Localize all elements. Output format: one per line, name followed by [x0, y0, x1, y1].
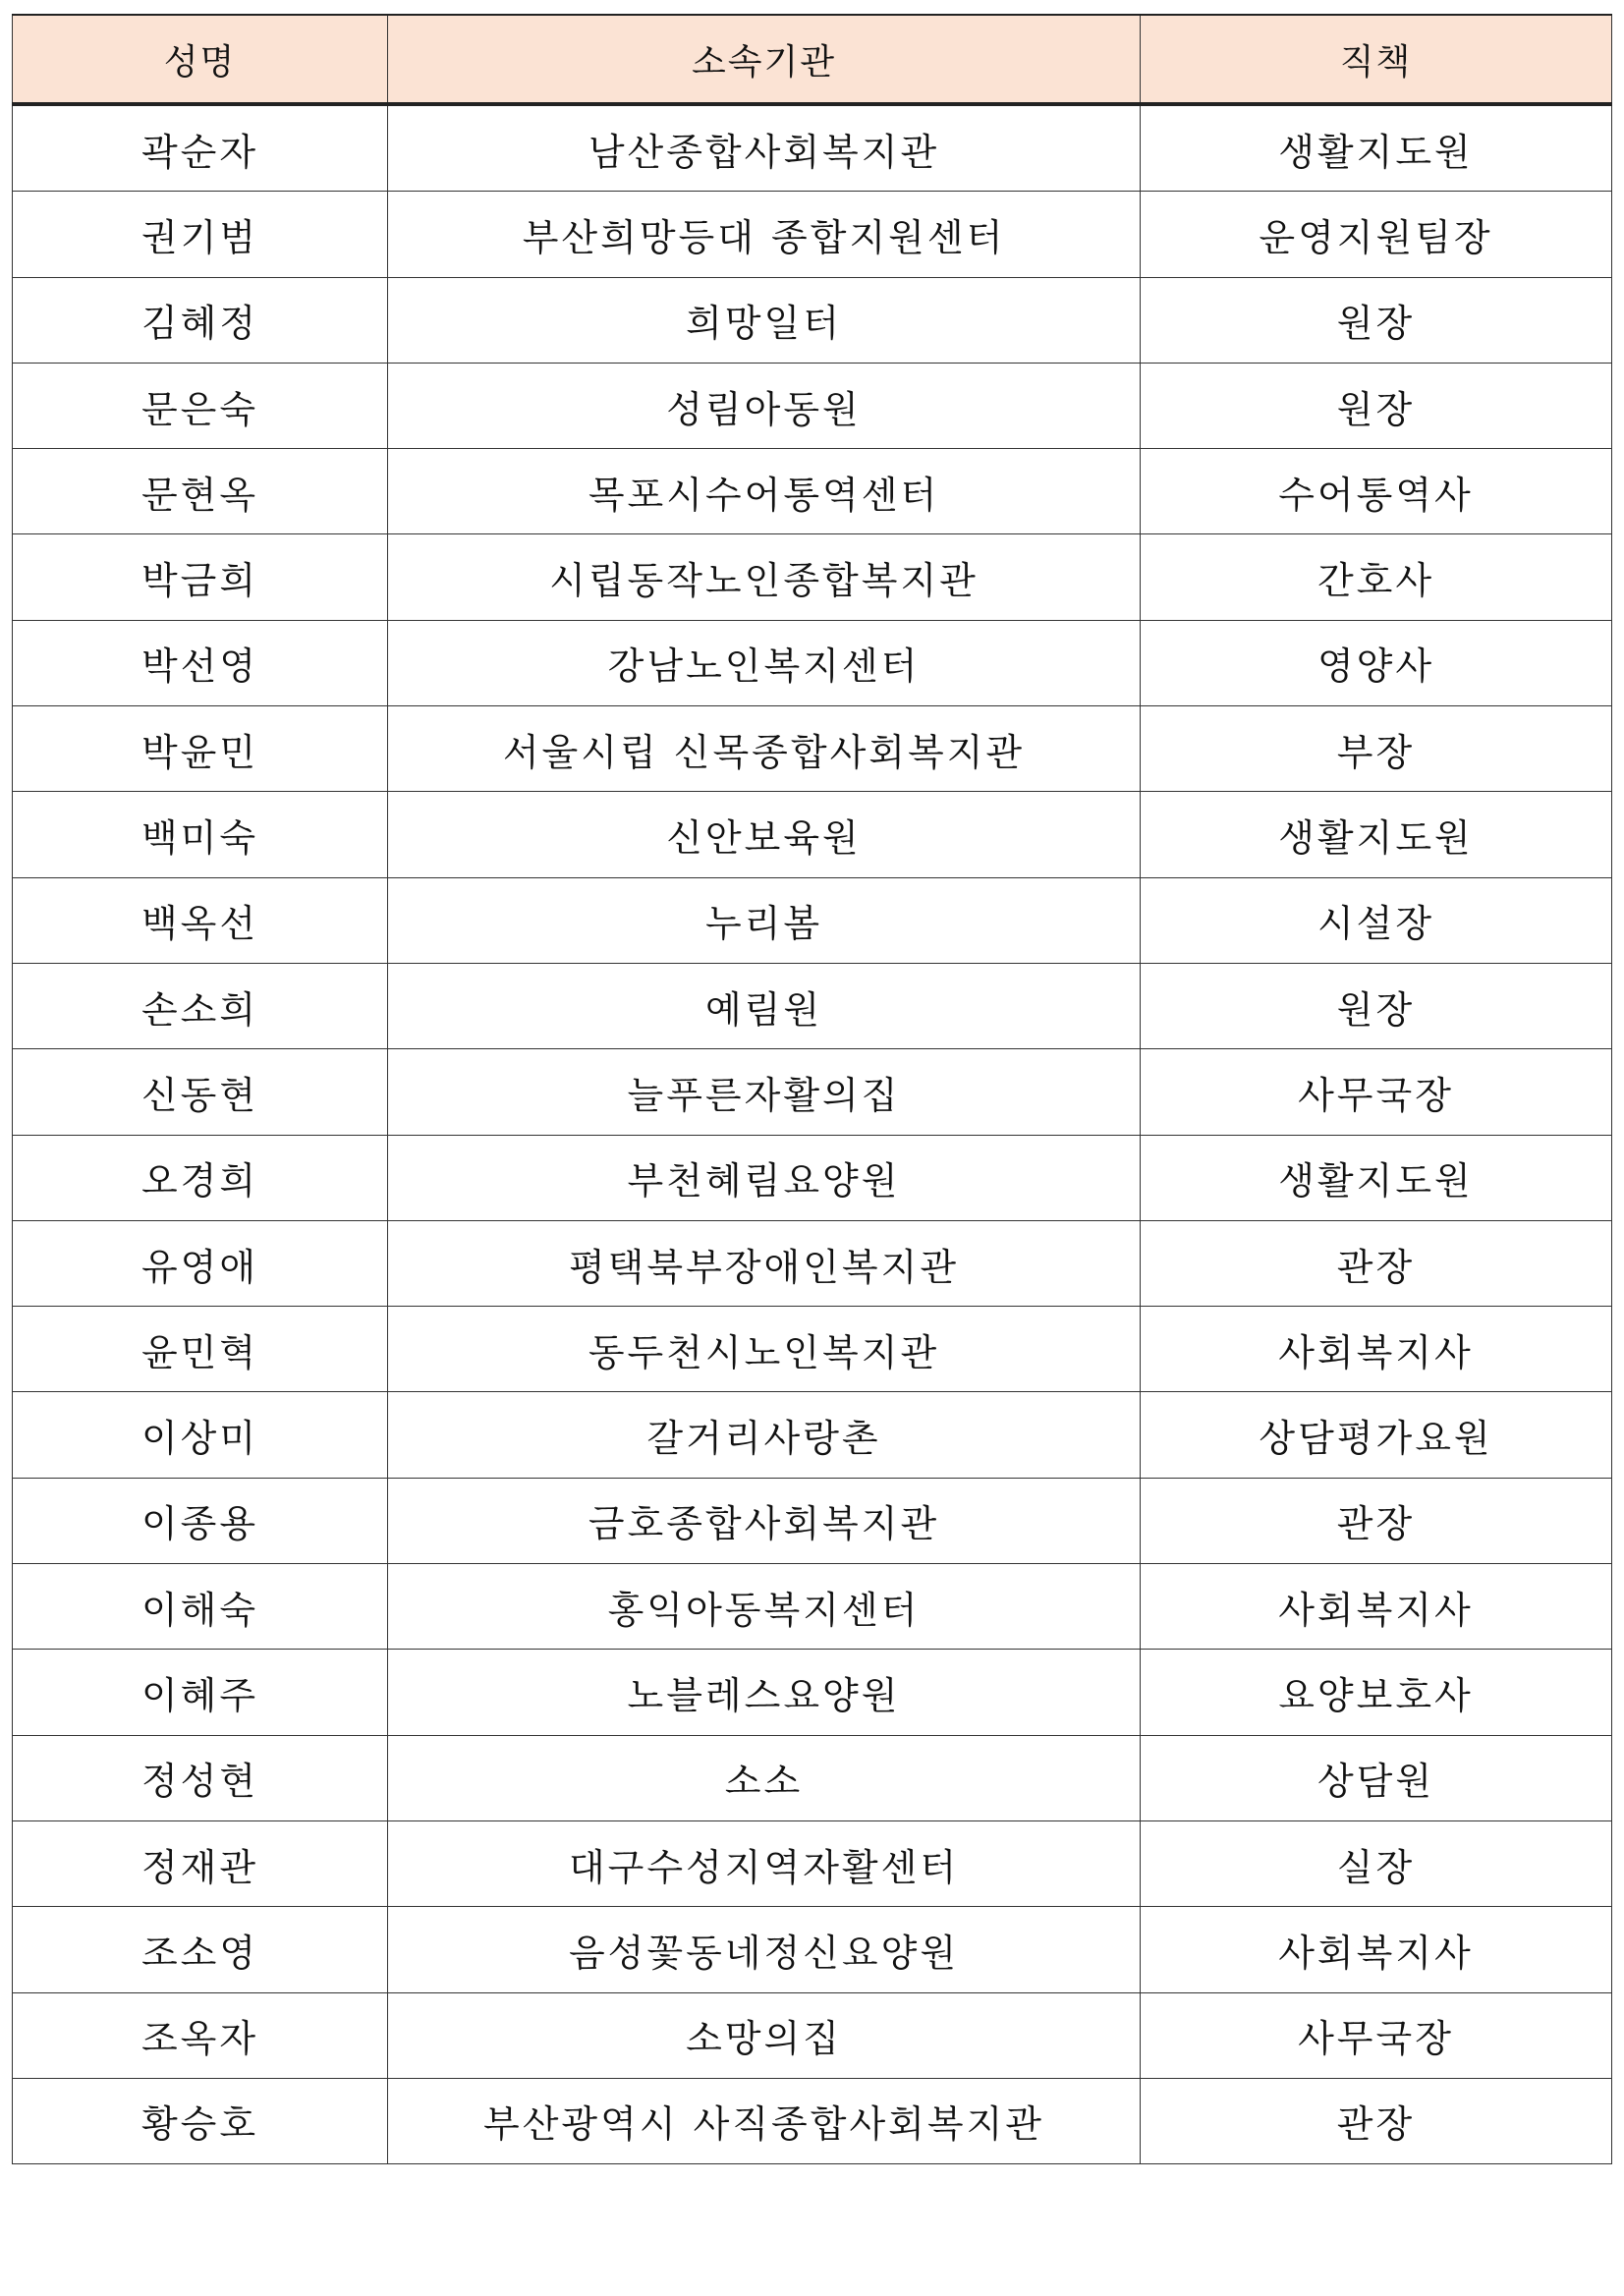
table-row — [13, 1820, 1612, 1906]
cell-position: 요양보호사 — [1141, 1650, 1612, 1735]
table-body — [13, 104, 1612, 2164]
cell-position: 관장 — [1141, 2078, 1612, 2163]
cell-organization: 희망일터 — [388, 277, 1141, 363]
cell-name: 문은숙 — [13, 363, 388, 448]
cell-organization: 노블레스요양원 — [388, 1650, 1141, 1735]
cell-organization: 갈거리사랑촌 — [388, 1392, 1141, 1478]
cell-organization: 부천혜림요양원 — [388, 1135, 1141, 1220]
cell-name: 오경희 — [13, 1135, 388, 1220]
cell-organization: 금호종합사회복지관 — [388, 1478, 1141, 1563]
cell-name: 이해숙 — [13, 1564, 388, 1650]
table-row — [13, 792, 1612, 877]
cell-name: 문현옥 — [13, 449, 388, 534]
cell-organization: 음성꽃동네정신요양원 — [388, 1907, 1141, 1992]
table-row — [13, 1220, 1612, 1306]
cell-name: 윤민혁 — [13, 1307, 388, 1392]
cell-position: 사회복지사 — [1141, 1564, 1612, 1650]
table-row — [13, 1307, 1612, 1392]
cell-position: 생활지도원 — [1141, 792, 1612, 877]
cell-position: 상담원 — [1141, 1735, 1612, 1820]
cell-position: 영양사 — [1141, 620, 1612, 705]
cell-organization: 누리봄 — [388, 877, 1141, 963]
cell-name: 박윤민 — [13, 706, 388, 792]
cell-organization: 목포시수어통역센터 — [388, 449, 1141, 534]
cell-organization: 소망의집 — [388, 1992, 1141, 2078]
cell-position: 생활지도원 — [1141, 104, 1612, 192]
cell-name: 조옥자 — [13, 1992, 388, 2078]
table-row — [13, 963, 1612, 1048]
cell-name: 손소희 — [13, 963, 388, 1048]
cell-organization: 소소 — [388, 1735, 1141, 1820]
cell-name: 박금희 — [13, 534, 388, 620]
cell-name: 이종용 — [13, 1478, 388, 1563]
table-row — [13, 1135, 1612, 1220]
table-row — [13, 1049, 1612, 1135]
table-row — [13, 1907, 1612, 1992]
table-row — [13, 104, 1612, 192]
cell-position: 실장 — [1141, 1820, 1612, 1906]
cell-position: 상담평가요원 — [1141, 1392, 1612, 1478]
cell-name: 정성현 — [13, 1735, 388, 1820]
cell-organization: 시립동작노인종합복지관 — [388, 534, 1141, 620]
header-name: 성명 — [13, 15, 388, 104]
cell-name: 권기범 — [13, 192, 388, 277]
table-row — [13, 2078, 1612, 2163]
cell-position: 부장 — [1141, 706, 1612, 792]
cell-position: 사회복지사 — [1141, 1907, 1612, 1992]
table-row — [13, 363, 1612, 448]
table-header — [13, 15, 1612, 104]
cell-position: 수어통역사 — [1141, 449, 1612, 534]
table-row — [13, 277, 1612, 363]
cell-organization: 부산광역시 사직종합사회복지관 — [388, 2078, 1141, 2163]
table-row — [13, 1992, 1612, 2078]
cell-name: 김혜정 — [13, 277, 388, 363]
cell-organization: 평택북부장애인복지관 — [388, 1220, 1141, 1306]
table-row — [13, 1392, 1612, 1478]
cell-name: 정재관 — [13, 1820, 388, 1906]
cell-organization: 늘푸른자활의집 — [388, 1049, 1141, 1135]
table-row — [13, 192, 1612, 277]
cell-name: 백옥선 — [13, 877, 388, 963]
table-row — [13, 1650, 1612, 1735]
cell-name: 곽순자 — [13, 104, 388, 192]
cell-organization: 서울시립 신목종합사회복지관 — [388, 706, 1141, 792]
cell-position: 사무국장 — [1141, 1049, 1612, 1135]
table-row — [13, 1564, 1612, 1650]
cell-organization: 대구수성지역자활센터 — [388, 1820, 1141, 1906]
cell-name: 신동현 — [13, 1049, 388, 1135]
table-row — [13, 706, 1612, 792]
cell-position: 시설장 — [1141, 877, 1612, 963]
cell-name: 백미숙 — [13, 792, 388, 877]
cell-name: 이상미 — [13, 1392, 388, 1478]
cell-position: 운영지원팀장 — [1141, 192, 1612, 277]
table-row — [13, 620, 1612, 705]
cell-organization: 부산희망등대 종합지원센터 — [388, 192, 1141, 277]
table-row — [13, 534, 1612, 620]
cell-name: 박선영 — [13, 620, 388, 705]
cell-organization: 남산종합사회복지관 — [388, 104, 1141, 192]
cell-position: 관장 — [1141, 1220, 1612, 1306]
table-row — [13, 1735, 1612, 1820]
cell-position: 사무국장 — [1141, 1992, 1612, 2078]
cell-position: 간호사 — [1141, 534, 1612, 620]
cell-organization: 성림아동원 — [388, 363, 1141, 448]
header-position: 직책 — [1141, 15, 1612, 104]
header-organization: 소속기관 — [388, 15, 1141, 104]
cell-organization: 신안보육원 — [388, 792, 1141, 877]
cell-name: 유영애 — [13, 1220, 388, 1306]
cell-position: 생활지도원 — [1141, 1135, 1612, 1220]
cell-position: 관장 — [1141, 1478, 1612, 1563]
table-row — [13, 449, 1612, 534]
cell-name: 조소영 — [13, 1907, 388, 1992]
cell-position: 원장 — [1141, 963, 1612, 1048]
staff-roster-table — [12, 14, 1612, 2164]
cell-position: 원장 — [1141, 363, 1612, 448]
cell-name: 이혜주 — [13, 1650, 388, 1735]
table-row — [13, 877, 1612, 963]
cell-organization: 예림원 — [388, 963, 1141, 1048]
table-row — [13, 1478, 1612, 1563]
cell-organization: 강남노인복지센터 — [388, 620, 1141, 705]
cell-organization: 동두천시노인복지관 — [388, 1307, 1141, 1392]
cell-position: 원장 — [1141, 277, 1612, 363]
header-row — [13, 15, 1612, 104]
cell-position: 사회복지사 — [1141, 1307, 1612, 1392]
cell-name: 황승호 — [13, 2078, 388, 2163]
cell-organization: 홍익아동복지센터 — [388, 1564, 1141, 1650]
